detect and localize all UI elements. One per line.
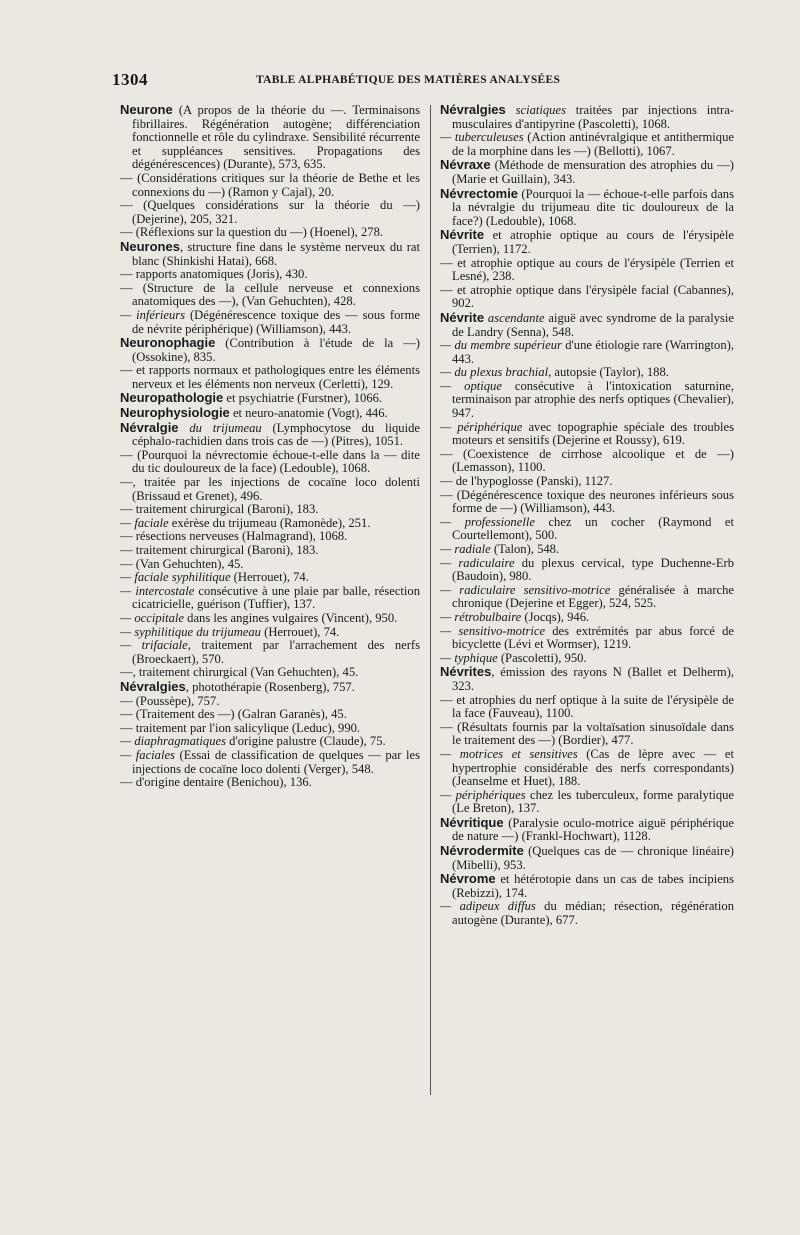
page-number: 1304 [112,70,148,89]
entry-text: (Cas de lèpre avec — et hypertrophie considérable des nerfs correspondants) (Jeanselme et Huet), 188. [452,746,734,789]
index-entry [440,380,734,421]
entry-text: — (Structure de la cellule nerveuse et connexions anatomiques des —), (Van Gehuchten), 428. [120,280,420,309]
index-entry [120,172,420,199]
entry-text: — résections nerveuses (Halmagrand), 1068. [120,529,348,544]
entry-text: — (Résultats fournis par la voltaïsation sinusoïdale dans le traitement des —) (Bordier), 477. [440,719,734,748]
entry-headword: Névralgies [120,678,186,694]
index-entry [440,625,734,652]
entry-text: (Essai de classification de quelques — par les injections de cocaïne loco dolenti (Verger), 548. [132,747,420,776]
entry-text: — traitement chirurgical (Baroni), 183. [120,502,319,517]
index-entry [120,530,420,544]
entry-text: (Pourquoi la — échoue-t-elle parfois dans la névralgie du trijumeau dite tic douloureux de la face?) (Ledouble), 1068. [452,186,734,228]
entry-headword: Névralgie [120,419,179,435]
index-entry [120,240,420,268]
entry-text: , autopsie (Taylor), 188. [548,365,669,380]
entry-headword: Névrite [440,309,485,325]
entry-text: et psychiatrie (Furstner), 1066. [223,391,383,406]
index-entry [440,131,734,158]
entry-headword: Neuronophagie [120,335,216,351]
entry-text: d'origine palustre (Claude), 75. [226,734,386,749]
index-entry [120,503,420,517]
entry-text: , émission des rayons N (Ballet et Delherm), 323. [452,665,734,693]
entry-text: chez les tuberculeux, forme paralytique (Le Breton), 137. [452,787,735,816]
index-entry [120,558,420,572]
index-entry [440,543,734,557]
entry-subject: — adipeux diffus [440,899,536,914]
running-title: TABLE ALPHABÉTIQUE DES MATIÈRES ANALYSÉES [256,74,561,86]
entry-text: — (Quelques considérations sur la théorie du —) (Dejerine), 205, 321. [120,198,420,226]
entry-subject: — rétrobulbaire [440,609,522,624]
index-entry [120,585,420,612]
entry-text: du médian; résection, régénération autogène (Durante), 677. [452,899,734,928]
index-entry [120,749,420,776]
entry-text: —, traitée par les injections de cocaïne loco dolenti (Brissaud et Grenet), 496. [120,475,420,503]
entry-text: — d'origine dentaire (Benichou), 136. [120,775,312,790]
entry-headword: Neuropathologie [120,390,224,406]
index-entry [120,571,420,585]
index-entry [440,475,734,489]
index-entry [440,652,734,666]
entry-text: dans les angines vulgaires (Vincent), 950. [184,610,398,625]
entry-text: (Contribution à l'étude de la —) (Ossokine), 835. [132,336,420,364]
index-entry [120,449,420,476]
entry-text: (Herrouet), 74. [230,570,309,585]
index-entry [120,695,420,709]
index-entry [440,900,734,927]
index-entry [440,311,734,339]
index-entry [440,448,734,475]
entry-text: — traitement par l'ion salicylique (Leduc), 990. [120,720,361,735]
entry-subject: — radiculaire sensitivo-motrice [440,582,611,597]
entry-text: traitées par injections intra-musculaires d'antipyrine (Pascoletti), 1068. [452,103,734,131]
index-entry [440,584,734,611]
entry-text: — rapports anatomiques (Joris), 430. [120,267,308,282]
entry-subject: — radiale [440,542,491,556]
index-entry [120,544,420,558]
index-entry [120,680,420,695]
index-entry [440,665,734,693]
entry-text: — (Dégénérescence toxique des neurones inférieurs sous forme de —) (Williamson), 443. [440,487,734,516]
entry-headword: Névrome [440,871,496,887]
index-entry [440,694,734,721]
index-entry [440,872,734,900]
entry-text: (A propos de la théorie du —. Terminaisons fibrillaires. Régénération autogène; différenciation fonctionnelle et rôle du cylindraxe. Sensibilité récurrente et suppléances sensitives. Propagations des dégénérescences) (Durante), 573, 635. [132,103,420,172]
index-entry [120,735,420,749]
entry-headword: Névralgies [440,102,506,117]
entry-text: du plexus cervical, type Duchenne-Erb (Baudoin), 980. [452,555,735,584]
entry-text: — (Traitement des —) (Galran Garanès), 45. [120,707,347,722]
entry-headword: Neurone [120,102,173,117]
index-entry [440,257,734,284]
entry-headword: Neurophysiologie [120,405,230,421]
entry-text: (Action antinévralgique et antithermique de la morphine dans les —) (Bellotti), 1067. [452,130,734,158]
entry-text: (Jocqs), 946. [521,609,590,624]
entry-text: chez un cocher (Raymond et Courtellemont), 500. [452,514,734,543]
entry-subject: — typhique [440,650,498,665]
index-entry [440,228,734,256]
entry-text: d'une étiologie rare (Warrington), 443. [452,338,734,366]
index-entry [440,516,734,543]
entry-text: aiguë avec syndrome de la paralysie de Landry (Senna), 548. [452,310,735,339]
entry-text: et neuro-anatomie (Vogt), 446. [229,406,388,421]
entry-headword: Névritique [440,814,504,830]
entry-subject: — périphériques [440,787,526,802]
entry-subject: — radiculaire [440,555,515,570]
entry-text: — et atrophies du nerf optique à la suite de l'érysipèle de la face (Fauveau), 1100. [440,692,734,721]
entry-text: — (Pourquoi la névrectomie échoue-t-elle dans la — dite du tic douloureux de la face) (Ledouble), 1068. [120,447,420,476]
index-entry [120,268,420,282]
entry-text: — et atrophie optique au cours de l'érysipèle (Terrien et Lesné), 238. [440,255,734,284]
entry-subject: ascendante [484,310,545,325]
entry-subject: — intercostale [120,583,195,598]
index-entry [440,748,734,789]
entry-subject: — sensitivo-motrice [440,623,546,638]
entry-subject: — faciale syphilitique [120,570,231,585]
entry-text: (Dégénérescence toxique des — sous forme de névrite périphérique) (Williamson), 443. [132,307,420,336]
index-entry [440,284,734,311]
entry-subject: — périphérique [440,419,523,434]
column-divider [430,105,431,1095]
index-entry [120,722,420,736]
entry-subject: — inférieurs [120,307,186,322]
entry-subject: — du membre supérieur [440,338,562,353]
entry-text: — (Réflexions sur la question du —) (Hoenel), 278. [120,225,384,240]
entry-text: — et rapports normaux et pathologiques entre les éléments nerveux et les éléments non nerveux (Cerletti), 129. [120,363,420,391]
index-entry [120,199,420,226]
index-entry [120,517,420,531]
index-entry [440,557,734,584]
index-entry [440,721,734,748]
index-entry [120,639,420,666]
entry-text: — (Van Gehuchten), 45. [120,556,244,571]
index-entry [120,226,420,240]
entry-subject: — diaphragmatiques [120,734,227,749]
entry-subject: — motrices et sensitives [440,746,578,761]
entry-text: — (Coexistence de cirrhose alcoolique et de —) (Lemasson), 1100. [440,446,734,475]
entry-subject: — tuberculeuses [440,130,524,145]
index-entry [120,364,420,391]
entry-text: — (Considérations critiques sur la théorie de Bethe et les connexions du —) (Ramon y Cajal), 20. [120,170,420,199]
entry-subject: — syphilitique du trijumeau [120,624,261,639]
index-entry [120,612,420,626]
entry-subject: du trijumeau [178,420,262,435]
index-entry [440,421,734,448]
entry-subject: — optique [440,378,502,393]
index-entry [440,489,734,516]
entry-text: (Lymphocytose du liquide céphalo-rachidien dans trois cas de —) (Pitres), 1051. [132,420,420,449]
index-entry [120,666,420,680]
entry-text: (Pascoletti), 950. [497,650,587,665]
entry-headword: Névrites [440,664,492,680]
index-entry [120,282,420,309]
entry-text: (Paralysie oculo-motrice aiguë périphérique de nature —) (Frankl-Hochwart), 1128. [452,815,734,844]
entry-text: —, traitement chirurgical (Van Gehuchten), 45. [120,665,359,680]
entry-subject: — du plexus brachial [440,365,549,380]
entry-text: , traitement par l'arrachement des nerfs (Broeckaert), 570. [132,638,420,666]
left-column [120,103,420,790]
entry-subject: — professionelle [440,514,535,529]
index-entry [120,626,420,640]
entry-headword: Névraxe [440,157,491,173]
index-entry [120,103,420,172]
right-column [440,103,734,928]
entry-headword: Névrite [440,227,485,243]
index-entry [440,366,734,380]
entry-text: (Quelques cas de — chronique linéaire) (Mibelli), 953. [452,844,734,872]
index-entry [440,611,734,625]
index-entry [440,103,734,131]
entry-text: — (Poussèpe), 757. [120,693,220,708]
entry-text: consécutive à une plaie par balle, résection cicatricielle, guérison (Tuffier), 137. [132,583,420,612]
entry-text: avec topographie spéciale des troubles moteurs et sensitifs (Dejerine et Roussy), 619. [452,419,734,448]
entry-headword: Névrodermite [440,843,524,859]
entry-text: — traitement chirurgical (Baroni), 183. [120,543,319,557]
index-entry [440,844,734,872]
entry-text: exérèse du trijumeau (Ramonède), 251. [168,515,371,530]
entry-text: et atrophie optique au cours de l'érysipèle (Terrien), 1172. [452,228,734,256]
entry-text: et hétérotopie dans un cas de tabes incipiens (Rebizzi), 174. [452,872,734,900]
entry-subject: — occipitale [120,610,185,625]
index-entry [120,421,420,449]
index-entry [440,339,734,366]
index-entry [440,187,734,229]
index-entry [120,391,420,406]
entry-text: des extrémités par abus forcé de bicyclette (Lévi et Wormser), 1219. [452,623,734,652]
entry-text: — et atrophie optique dans l'érysipèle facial (Cabannes), 902. [440,282,734,311]
index-entry [120,309,420,336]
entry-text: généralisée à marche chronique (Dejerine et Egger), 524, 525. [452,582,734,611]
entry-text: (Herrouet), 74. [260,624,340,639]
index-entry [120,336,420,364]
index-entry [120,776,420,790]
entry-text: consécutive à l'intoxication saturnine, terminaison par atrophie des nerfs optiques (Chevalier), 947. [452,378,734,421]
index-entry [120,406,420,421]
index-entry [120,476,420,503]
index-entry [120,708,420,722]
entry-subject: — faciales [120,747,175,762]
entry-text: (Talon), 548. [490,542,560,556]
entry-headword: Névrectomie [440,185,519,201]
entry-text: (Méthode de mensuration des atrophies du —) (Marie et Guillain), 343. [452,158,734,186]
entry-text: , photothérapie (Rosenberg), 757. [185,679,355,694]
index-entry [440,158,734,186]
entry-headword: Neurones [120,238,180,254]
entry-subject: — trifaciale [120,638,188,653]
index-entry [440,816,734,844]
entry-text: , structure fine dans le système nerveux du rat blanc (Shinkishi Hatai), 668. [132,239,420,268]
index-entry [440,789,734,816]
entry-subject: sciatiques [505,103,566,117]
entry-text: — de l'hypoglosse (Panski), 1127. [440,474,613,489]
entry-subject: — faciale [120,515,169,530]
page-header [0,70,800,92]
